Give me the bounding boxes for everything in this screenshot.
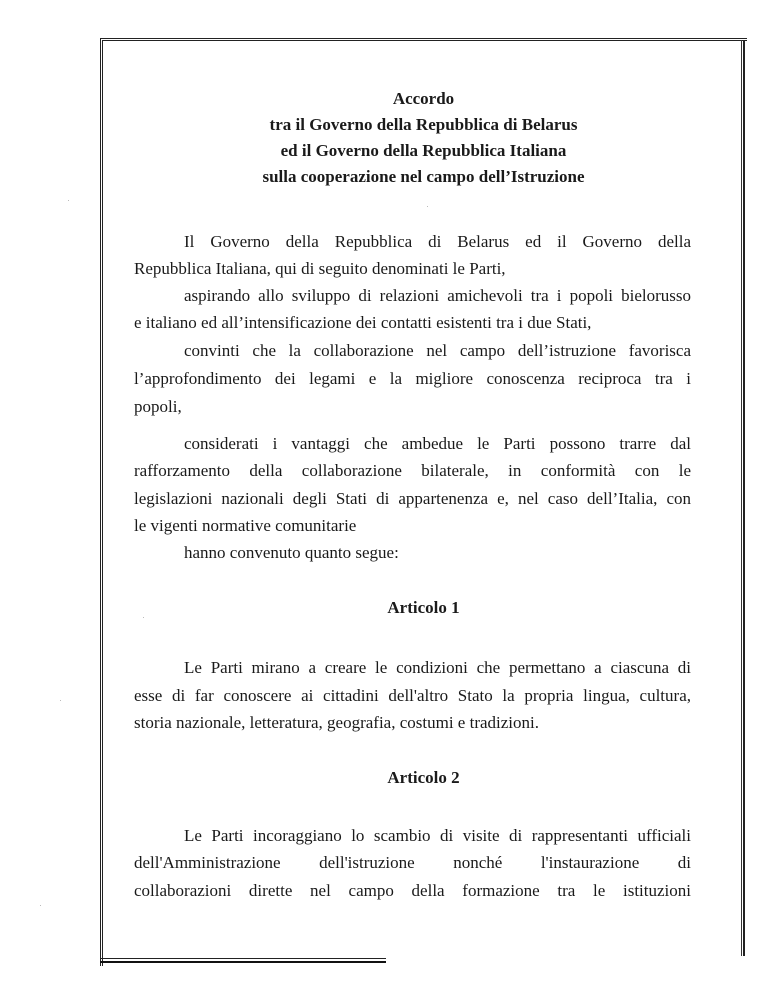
preamble-text: e italiano ed all’intensificazione dei contatti esistenti tra i due Stati,	[134, 313, 592, 332]
preamble-text: rafforzamento della collaborazione bilaterale, in conformità con le	[134, 461, 691, 480]
page-border-bottom	[100, 958, 386, 963]
preamble-text: Il Governo della Repubblica di Belarus ed il Governo della	[184, 232, 691, 251]
preamble-text: l’approfondimento dei legami e la migliore conoscenza reciproca tra i	[134, 369, 691, 388]
preamble-text: legislazioni nazionali degli Stati di appartenenza e, nel caso dell’Italia, con	[134, 489, 691, 508]
title-line: tra il Governo della Repubblica di Belarus	[269, 115, 578, 134]
article-text: Le Parti mirano a creare le condizioni che permettano a ciascuna di	[184, 658, 691, 677]
article-text: Le Parti incoraggiano lo scambio di visite di rappresentanti ufficiali	[184, 826, 691, 845]
article-heading: Articolo 1	[387, 598, 460, 617]
article-text: storia nazionale, letteratura, geografia, costumi e tradizioni.	[134, 713, 539, 732]
title-line: Accordo	[392, 89, 455, 108]
preamble-text: aspirando allo sviluppo di relazioni amichevoli tra i popoli bielorusso	[184, 286, 691, 305]
article-text: dell'Amministrazione dell'istruzione nonché l'instaurazione di	[134, 853, 691, 872]
scan-speck	[60, 700, 61, 701]
scan-speck	[427, 206, 428, 207]
preamble-text: le vigenti normative comunitarie	[134, 516, 357, 535]
scan-speck	[40, 905, 41, 906]
preamble-text: popoli,	[134, 397, 182, 416]
article-heading: Articolo 2	[387, 768, 460, 787]
article-text: esse di far conoscere ai cittadini dell'altro Stato la propria lingua, cultura,	[134, 686, 691, 705]
scan-speck	[68, 200, 69, 201]
preamble-text: considerati i vantaggi che ambedue le Parti possono trarre dal	[184, 434, 691, 453]
preamble-text: hanno convenuto quanto segue:	[184, 543, 399, 562]
preamble-text: Repubblica Italiana, qui di seguito denominati le Parti,	[134, 259, 506, 278]
preamble-text: convinti che la collaborazione nel campo dell’istruzione favorisca	[184, 341, 691, 360]
title-line: sulla cooperazione nel campo dell’Istruzione	[262, 167, 585, 186]
title-line: ed il Governo della Repubblica Italiana	[280, 141, 567, 160]
article-text: collaborazioni dirette nel campo della formazione tra le istituzioni	[134, 881, 691, 900]
document-title	[100, 86, 747, 190]
